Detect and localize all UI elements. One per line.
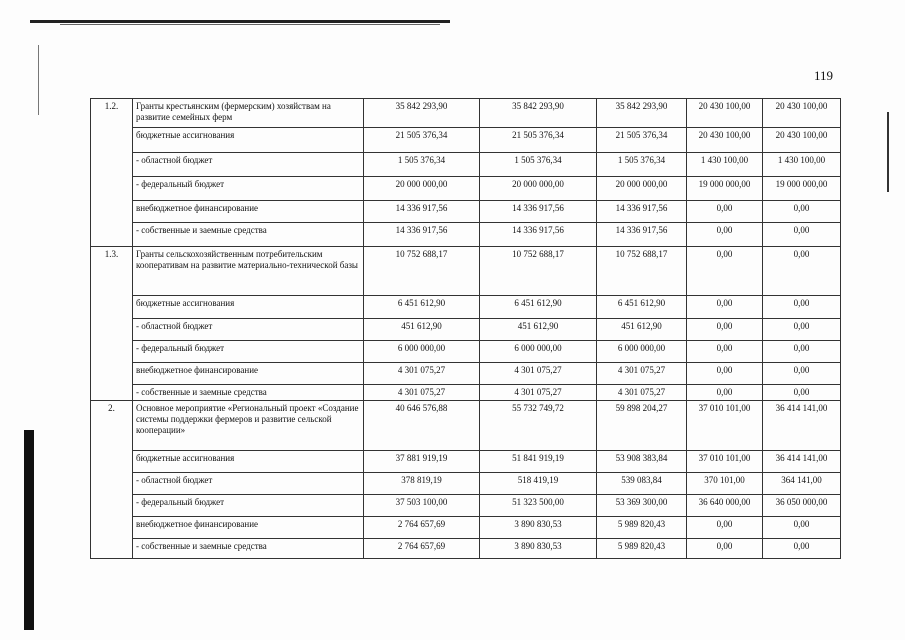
section-number: 1.2.	[91, 99, 133, 247]
value-cell: 20 430 100,00	[763, 128, 841, 153]
value-cell: 4 301 075,27	[480, 363, 597, 385]
table-row	[91, 177, 841, 201]
value-cell: 451 612,90	[480, 319, 597, 341]
row-label: бюджетные ассигнования	[133, 451, 364, 473]
value-cell: 0,00	[763, 539, 841, 559]
value-cell: 1 505 376,34	[364, 153, 480, 177]
table-row	[91, 201, 841, 223]
value-cell: 36 640 000,00	[687, 495, 763, 517]
row-label: Гранты крестьянским (фермерским) хозяйствам на развитие семейных ферм	[133, 99, 364, 128]
table-row	[91, 517, 841, 539]
funding-table	[90, 98, 841, 559]
value-cell: 53 908 383,84	[597, 451, 687, 473]
value-cell: 0,00	[687, 247, 763, 296]
value-cell: 6 000 000,00	[364, 341, 480, 363]
value-cell: 0,00	[687, 296, 763, 319]
value-cell: 6 000 000,00	[480, 341, 597, 363]
scan-edge-line	[30, 20, 450, 23]
value-cell: 37 881 919,19	[364, 451, 480, 473]
value-cell: 451 612,90	[597, 319, 687, 341]
value-cell: 0,00	[687, 223, 763, 247]
table-row	[91, 385, 841, 401]
row-label: внебюджетное финансирование	[133, 201, 364, 223]
value-cell: 1 505 376,34	[597, 153, 687, 177]
value-cell: 40 646 576,88	[364, 401, 480, 451]
table-row	[91, 539, 841, 559]
value-cell: 20 430 100,00	[763, 99, 841, 128]
value-cell: 3 890 830,53	[480, 539, 597, 559]
table-row	[91, 99, 841, 128]
table-row	[91, 153, 841, 177]
row-label: - собственные и заемные средства	[133, 385, 364, 401]
value-cell: 21 505 376,34	[364, 128, 480, 153]
row-label: внебюджетное финансирование	[133, 363, 364, 385]
row-label: Основное мероприятие «Региональный проект «Создание системы поддержки фермеров и развитие сельской кооперации»	[133, 401, 364, 451]
value-cell: 0,00	[687, 201, 763, 223]
value-cell: 0,00	[687, 539, 763, 559]
value-cell: 5 989 820,43	[597, 517, 687, 539]
value-cell: 451 612,90	[364, 319, 480, 341]
value-cell: 0,00	[763, 223, 841, 247]
value-cell: 0,00	[687, 363, 763, 385]
table-row	[91, 451, 841, 473]
value-cell: 0,00	[763, 385, 841, 401]
value-cell: 4 301 075,27	[597, 363, 687, 385]
table-row	[91, 319, 841, 341]
scan-binding-shadow	[24, 430, 34, 630]
value-cell: 518 419,19	[480, 473, 597, 495]
value-cell: 2 764 657,69	[364, 539, 480, 559]
section-number: 2.	[91, 401, 133, 559]
value-cell: 6 451 612,90	[597, 296, 687, 319]
value-cell: 14 336 917,56	[480, 223, 597, 247]
row-label: - федеральный бюджет	[133, 177, 364, 201]
section-number: 1.3.	[91, 247, 133, 401]
value-cell: 14 336 917,56	[364, 223, 480, 247]
value-cell: 364 141,00	[763, 473, 841, 495]
value-cell: 4 301 075,27	[364, 385, 480, 401]
value-cell: 539 083,84	[597, 473, 687, 495]
value-cell: 51 841 919,19	[480, 451, 597, 473]
value-cell: 36 414 141,00	[763, 401, 841, 451]
value-cell: 0,00	[763, 296, 841, 319]
value-cell: 378 819,19	[364, 473, 480, 495]
value-cell: 0,00	[763, 363, 841, 385]
value-cell: 59 898 204,27	[597, 401, 687, 451]
value-cell: 0,00	[763, 517, 841, 539]
scan-edge-line	[60, 24, 440, 25]
value-cell: 20 430 100,00	[687, 99, 763, 128]
row-label: - собственные и заемные средства	[133, 539, 364, 559]
value-cell: 5 989 820,43	[597, 539, 687, 559]
value-cell: 36 414 141,00	[763, 451, 841, 473]
value-cell: 10 752 688,17	[480, 247, 597, 296]
row-label: - областной бюджет	[133, 319, 364, 341]
table-row	[91, 223, 841, 247]
value-cell: 14 336 917,56	[597, 223, 687, 247]
table-row	[91, 473, 841, 495]
value-cell: 0,00	[687, 385, 763, 401]
row-label: - федеральный бюджет	[133, 341, 364, 363]
value-cell: 37 503 100,00	[364, 495, 480, 517]
value-cell: 20 000 000,00	[597, 177, 687, 201]
row-label: - областной бюджет	[133, 153, 364, 177]
value-cell: 14 336 917,56	[364, 201, 480, 223]
value-cell: 0,00	[763, 247, 841, 296]
value-cell: 14 336 917,56	[480, 201, 597, 223]
value-cell: 4 301 075,27	[364, 363, 480, 385]
value-cell: 6 451 612,90	[364, 296, 480, 319]
scan-edge-line	[887, 112, 889, 192]
row-label: - областной бюджет	[133, 473, 364, 495]
value-cell: 6 451 612,90	[480, 296, 597, 319]
value-cell: 55 732 749,72	[480, 401, 597, 451]
row-label: бюджетные ассигнования	[133, 296, 364, 319]
value-cell: 0,00	[763, 201, 841, 223]
table-row	[91, 128, 841, 153]
table-row	[91, 495, 841, 517]
table-row	[91, 363, 841, 385]
value-cell: 0,00	[763, 341, 841, 363]
value-cell: 370 101,00	[687, 473, 763, 495]
value-cell: 4 301 075,27	[480, 385, 597, 401]
value-cell: 4 301 075,27	[597, 385, 687, 401]
value-cell: 19 000 000,00	[763, 177, 841, 201]
value-cell: 0,00	[687, 341, 763, 363]
value-cell: 35 842 293,90	[480, 99, 597, 128]
table-row	[91, 401, 841, 451]
table-row	[91, 341, 841, 363]
value-cell: 20 000 000,00	[364, 177, 480, 201]
value-cell: 6 000 000,00	[597, 341, 687, 363]
value-cell: 0,00	[763, 319, 841, 341]
row-label: - федеральный бюджет	[133, 495, 364, 517]
table-row	[91, 296, 841, 319]
value-cell: 0,00	[687, 319, 763, 341]
page-number: 119	[814, 68, 834, 83]
value-cell: 21 505 376,34	[480, 128, 597, 153]
value-cell: 1 430 100,00	[763, 153, 841, 177]
value-cell: 20 000 000,00	[480, 177, 597, 201]
row-label: бюджетные ассигнования	[133, 128, 364, 153]
value-cell: 35 842 293,90	[597, 99, 687, 128]
row-label: внебюджетное финансирование	[133, 517, 364, 539]
table-row	[91, 247, 841, 296]
value-cell: 36 050 000,00	[763, 495, 841, 517]
value-cell: 3 890 830,53	[480, 517, 597, 539]
row-label: - собственные и заемные средства	[133, 223, 364, 247]
value-cell: 10 752 688,17	[364, 247, 480, 296]
value-cell: 1 505 376,34	[480, 153, 597, 177]
value-cell: 1 430 100,00	[687, 153, 763, 177]
value-cell: 21 505 376,34	[597, 128, 687, 153]
value-cell: 35 842 293,90	[364, 99, 480, 128]
scan-edge-line	[38, 45, 39, 115]
row-label: Гранты сельскохозяйственным потребительским кооперативам на развитие материально-технической базы	[133, 247, 364, 296]
value-cell: 37 010 101,00	[687, 401, 763, 451]
value-cell: 37 010 101,00	[687, 451, 763, 473]
value-cell: 19 000 000,00	[687, 177, 763, 201]
value-cell: 51 323 500,00	[480, 495, 597, 517]
value-cell: 53 369 300,00	[597, 495, 687, 517]
value-cell: 20 430 100,00	[687, 128, 763, 153]
value-cell: 10 752 688,17	[597, 247, 687, 296]
value-cell: 0,00	[687, 517, 763, 539]
value-cell: 2 764 657,69	[364, 517, 480, 539]
value-cell: 14 336 917,56	[597, 201, 687, 223]
